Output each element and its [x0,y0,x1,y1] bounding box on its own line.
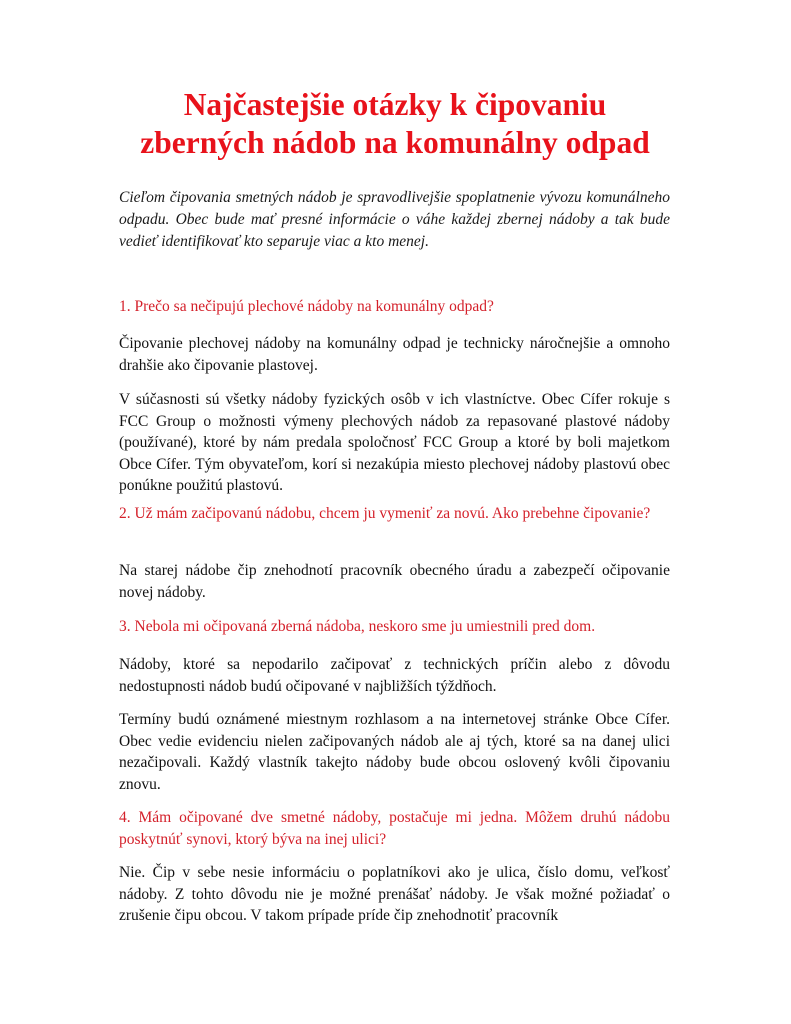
faq-answer-3-1: Nádoby, ktoré sa nepodarilo začipovať z technických príčin alebo z dôvodu nedostupnosti nádob budú očipované v najbližších týždňoch. [119,656,670,695]
faq-question-2: 2. Už mám začipovanú nádobu, chcem ju vymeniť za novú. Ako prebehne čipovanie? [119,505,651,522]
intro-paragraph: Cieľom čipovania smetných nádob je spravodlivejšie spoplatnenie vývozu komunálneho odpadu. Obec bude mať presné informácie o váhe každej zbernej nádoby a tak bude vedieť identifikovať kto separuje viac a kto menej. [119,189,670,250]
faq-answer-1-1: Čipovanie plechovej nádoby na komunálny odpad je technicky náročnejšie a omnoho drahšie ako čipovanie plastovej. [119,335,670,374]
document-title [100,86,690,162]
faq-question-1: 1. Prečo sa nečipujú plechové nádoby na komunálny odpad? [119,298,494,315]
faq-answer-3-2: Termíny budú oznámené miestnym rozhlasom a na internetovej stránke Obce Cífer. Obec vedie evidenciu nielen začipovaných nádob ale aj tých, ktoré sa na danej ulici nezačipovali. Každý vlastník takejto nádoby bude obcou oslovený kvôli čipovaniu znovu. [119,711,670,793]
title-line-1: Najčastejšie otázky k čipovaniu [183,87,607,122]
faq-question-4: 4. Mám očipované dve smetné nádoby, postačuje mi jedna. Môžem druhú nádobu poskytnúť synovi, ktorý býva na inej ulici? [119,809,670,848]
faq-answer-4-1: Nie. Čip v sebe nesie informáciu o poplatníkovi ako je ulica, číslo domu, veľkosť nádoby. Z tohto dôvodu nie je možné prenášať nádoby. Je však možné požiadať o zrušenie čipu obcou. V takom prípade príde čip znehodnotiť pracovník [119,864,670,924]
faq-question-3: 3. Nebola mi očipovaná zberná nádoba, neskoro sme ju umiestnili pred dom. [119,618,596,635]
title-line-2: zberných nádob na komunálny odpad [140,125,650,160]
faq-answer-2-1: Na starej nádobe čip znehodnotí pracovník obecného úradu a zabezpečí očipovanie novej nádoby. [119,562,670,601]
faq-answer-1-2: V súčasnosti sú všetky nádoby fyzických osôb v ich vlastníctve. Obec Cífer rokuje s FCC Group o možnosti výmeny plechových nádob za repasované plastové nádoby (používané), ktoré by nám predala spoločnosť FCC Group a ktoré by boli majetkom Obce Cífer. Tým obyvateľom, korí si nezakúpia miesto plechovej nádoby plastovú obec ponúkne použitú plastovú. [119,391,670,494]
